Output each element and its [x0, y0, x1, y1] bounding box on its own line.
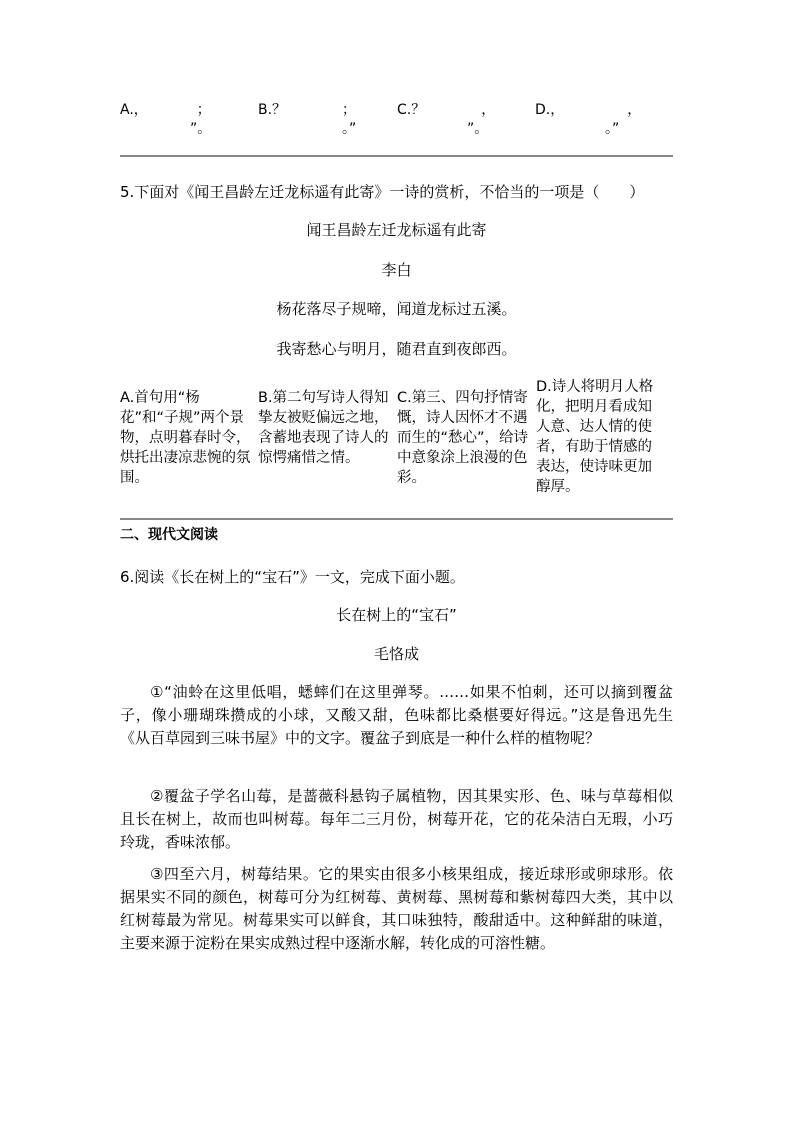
divider	[120, 518, 673, 520]
q5-choice-d: D.诗人将明月人格化，把明月看成知人意、达人情的使者，有助于情感的表达，使诗味更加醇厚。	[536, 379, 654, 495]
article-paragraph-2: ②覆盆子学名山莓，是蔷薇科悬钩子属植物，因其果实形、色、味与草莓相似且长在树上，故而也叫树莓。每年二三月份，树莓开花，它的花朵洁白无瑕，小巧玲珑，香味浓郁。	[120, 787, 673, 851]
article-paragraph-3: ③四至六月，树莓结果。它的果实由很多小核果组成，接近球形或卵球形。依据果实不同的颜色，树莓可分为红树莓、黄树莓、黑树莓和紫树莓四大类，其中以红树莓最为常见。树莓果实可以鲜食，其口味独特，酸甜适中。这种鲜甜的味道，主要来源于淀粉在果实成熟过程中逐渐水解，转化成的可溶性糖。	[120, 865, 673, 952]
q4-option-b-top: B.？ ；	[258, 102, 357, 118]
q4-option-d-bottom: 。”	[535, 121, 620, 137]
q5-choice-a: A.首句用“杨花”和“子规”两个景物，点明暮春时令，烘托出凄凉悲惋的氛围。	[120, 390, 251, 486]
q5-choice-c: C.第三、四句抒情寄慨，诗人因怀才不遇而生的“愁心”，给诗中意象涂上浪漫的色彩。	[397, 390, 529, 486]
poem-title: 闻王昌龄左迁龙标遥有此寄	[306, 221, 487, 239]
q6-prompt: 6.阅读《长在树上的“宝石”》一文，完成下面小题。	[120, 568, 465, 586]
section-heading: 二、现代文阅读	[120, 527, 218, 543]
q4-option-d-top: D.， ，	[535, 102, 642, 118]
article-author: 毛恪成	[373, 645, 419, 663]
divider	[120, 155, 673, 157]
q4-option-a-bottom: ”。	[120, 121, 212, 137]
poem-author: 李白	[381, 261, 412, 279]
poem-line-1: 杨花落尽子规啼，闻道龙标过五溪。	[276, 300, 517, 318]
poem-line-2: 我寄愁心与明月，随君直到夜郎西。	[276, 340, 517, 358]
q4-option-b-bottom: 。”	[258, 121, 357, 137]
article-title: 长在树上的“宝石”	[336, 606, 457, 624]
q4-option-c-top: C.？ ，	[397, 102, 496, 118]
q4-option-a-top: A.， ；	[120, 102, 211, 118]
q5-choice-b: B.第二句写诗人得知挚友被贬偏远之地，含蓄地表现了诗人的惊愕痛惜之情。	[258, 390, 389, 466]
q4-option-c-bottom: ”。	[397, 121, 489, 137]
article-paragraph-1: ①“油蛉在这里低唱，蟋蟀们在这里弹琴。……如果不怕刺，还可以摘到覆盆子，像小珊瑚珠攒成的小球，又酸又甜，色味都比桑椹要好得远。”这是鲁迅先生《从百草园到三味书屋》中的文字。覆盆子到底是一种什么样的植物呢？	[120, 683, 673, 747]
q5-question: 5.下面对《闻王昌龄左迁龙标遥有此寄》一诗的赏析，不恰当的一项是（ ）	[120, 183, 645, 201]
